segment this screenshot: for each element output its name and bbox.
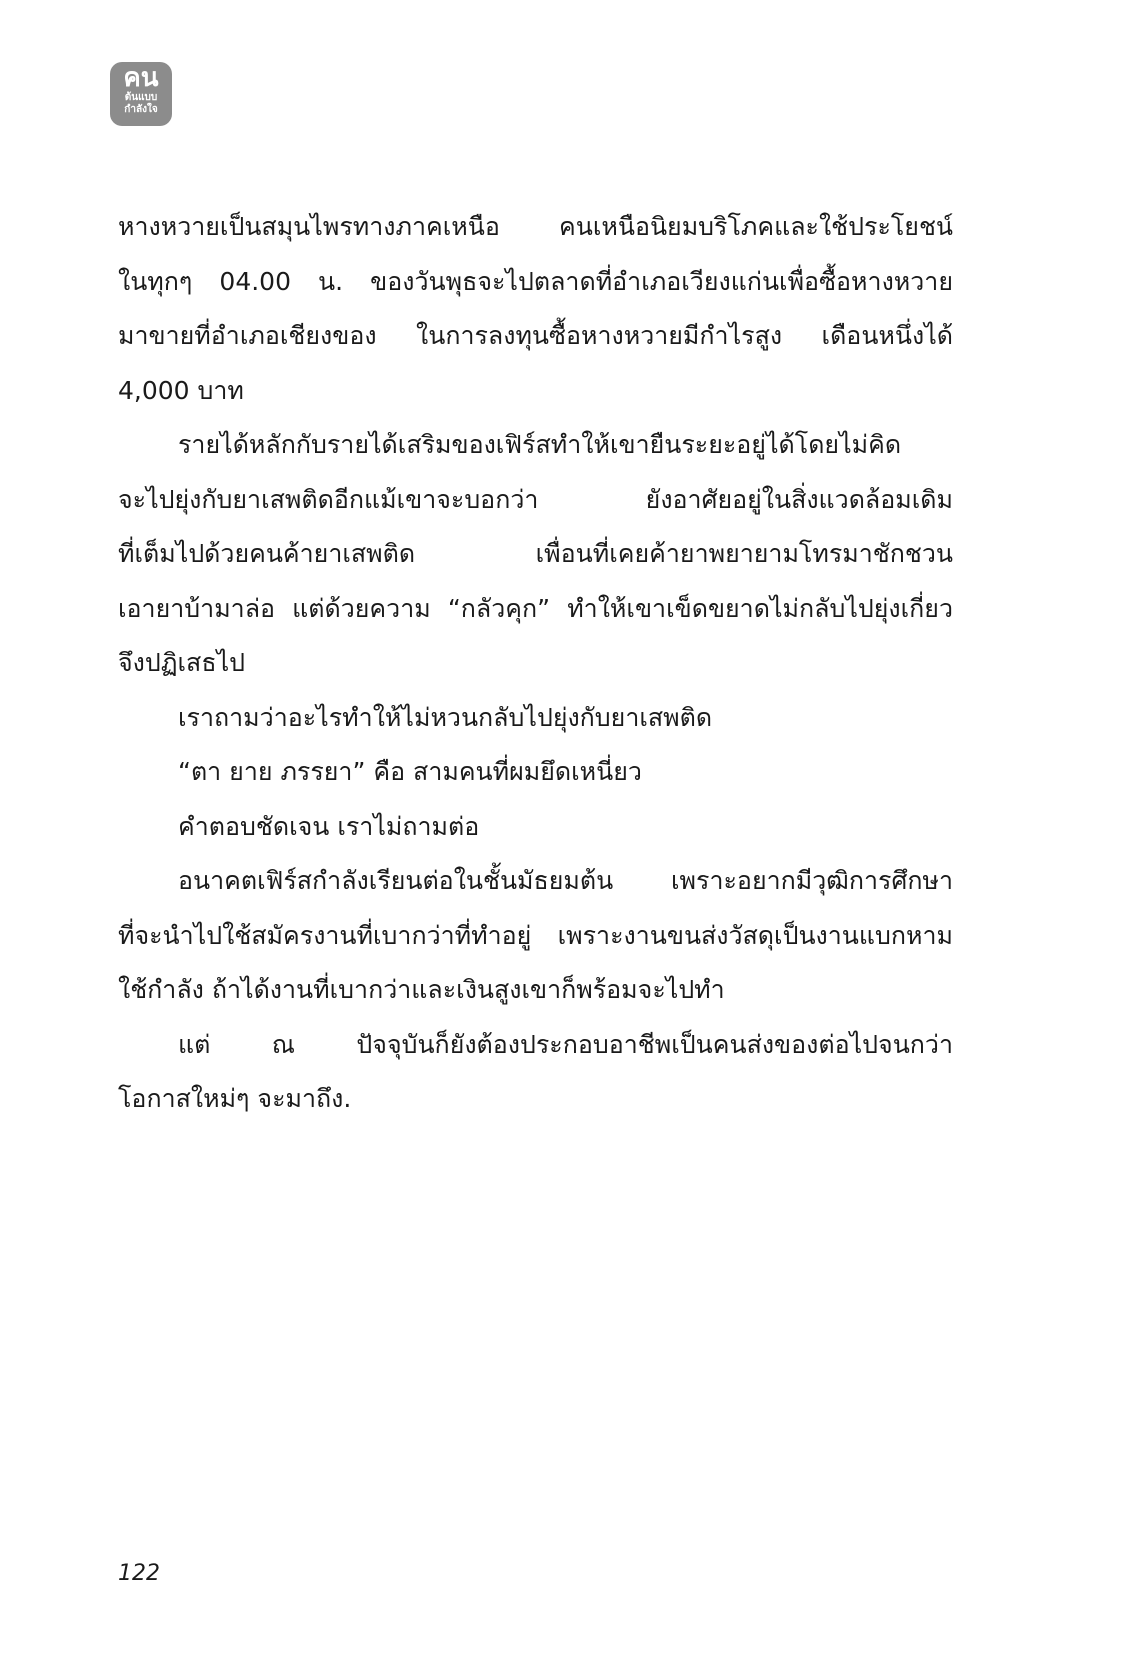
body-text (118, 200, 953, 1127)
text-line: ในทุกๆ 04.00 น. ของวันพุธจะไปตลาดที่อำเภอเวียงแก่นเพื่อซื้อหางหวาย (118, 266, 953, 296)
text-line: อนาคตเฟิร์สกำลังเรียนต่อในชั้นมัธยมต้น เพราะอยากมีวุฒิการศึกษา (178, 866, 953, 895)
text-line: 4,000 บาท (118, 375, 244, 405)
text-line: “ตา ยาย ภรรยา” คือ สามคนที่ผมยึดเหนี่ยว (178, 757, 642, 786)
text-line: ที่จะนำไปใช้สมัครงานที่เบากว่าที่ทำอยู่ เพราะงานขนส่งวัสดุเป็นงานแบกหาม (118, 920, 953, 950)
page-number: 122 (118, 1561, 160, 1586)
text-line: เอายาบ้ามาล่อ แต่ด้วยความ “กลัวคุก” ทำให้เขาเข็ดขยาดไม่กลับไปยุ่งเกี่ยว (118, 593, 953, 623)
text-line: เราถามว่าอะไรทำให้ไม่หวนกลับไปยุ่งกับยาเสพติด (178, 702, 713, 732)
logo-sub-text-1: ต้นแบบ (124, 92, 158, 103)
logo-sub-text-2: กำลังใจ (124, 104, 158, 115)
text-line: ที่เต็มไปด้วยคนค้ายาเสพติด เพื่อนที่เคยค้ายาพยายามโทรมาชักชวน (118, 539, 953, 568)
text-line: แต่ ณ ปัจจุบันก็ยังต้องประกอบอาชีพเป็นคนส่งของต่อไปจนกว่า (178, 1029, 953, 1059)
text-line: มาขายที่อำเภอเชียงของ ในการลงทุนซื้อหางหวายมีกำไรสูง เดือนหนึ่งได้ (118, 321, 953, 350)
text-line: ใช้กำลัง ถ้าได้งานที่เบากว่าและเงินสูงเขาก็พร้อมจะไปทำ (118, 975, 725, 1004)
text-line: จึงปฏิเสธไป (118, 648, 246, 677)
text-line: จะไปยุ่งกับยาเสพติดอีกแม้เขาจะบอกว่า ยังอาศัยอยู่ในสิ่งแวดล้อมเดิม (118, 484, 953, 514)
text-line: โอกาสใหม่ๆ จะมาถึง. (118, 1084, 352, 1113)
logo-main-text: คน (123, 63, 159, 93)
series-logo (110, 62, 172, 126)
text-line: คำตอบชัดเจน เราไม่ถามต่อ (178, 811, 480, 841)
text-line: หางหวายเป็นสมุนไพรทางภาคเหนือ คนเหนือนิยมบริโภคและใช้ประโยชน์ (118, 212, 953, 241)
text-line: รายได้หลักกับรายได้เสริมของเฟิร์สทำให้เขายืนระยะอยู่ได้โดยไม่คิด (178, 430, 902, 459)
